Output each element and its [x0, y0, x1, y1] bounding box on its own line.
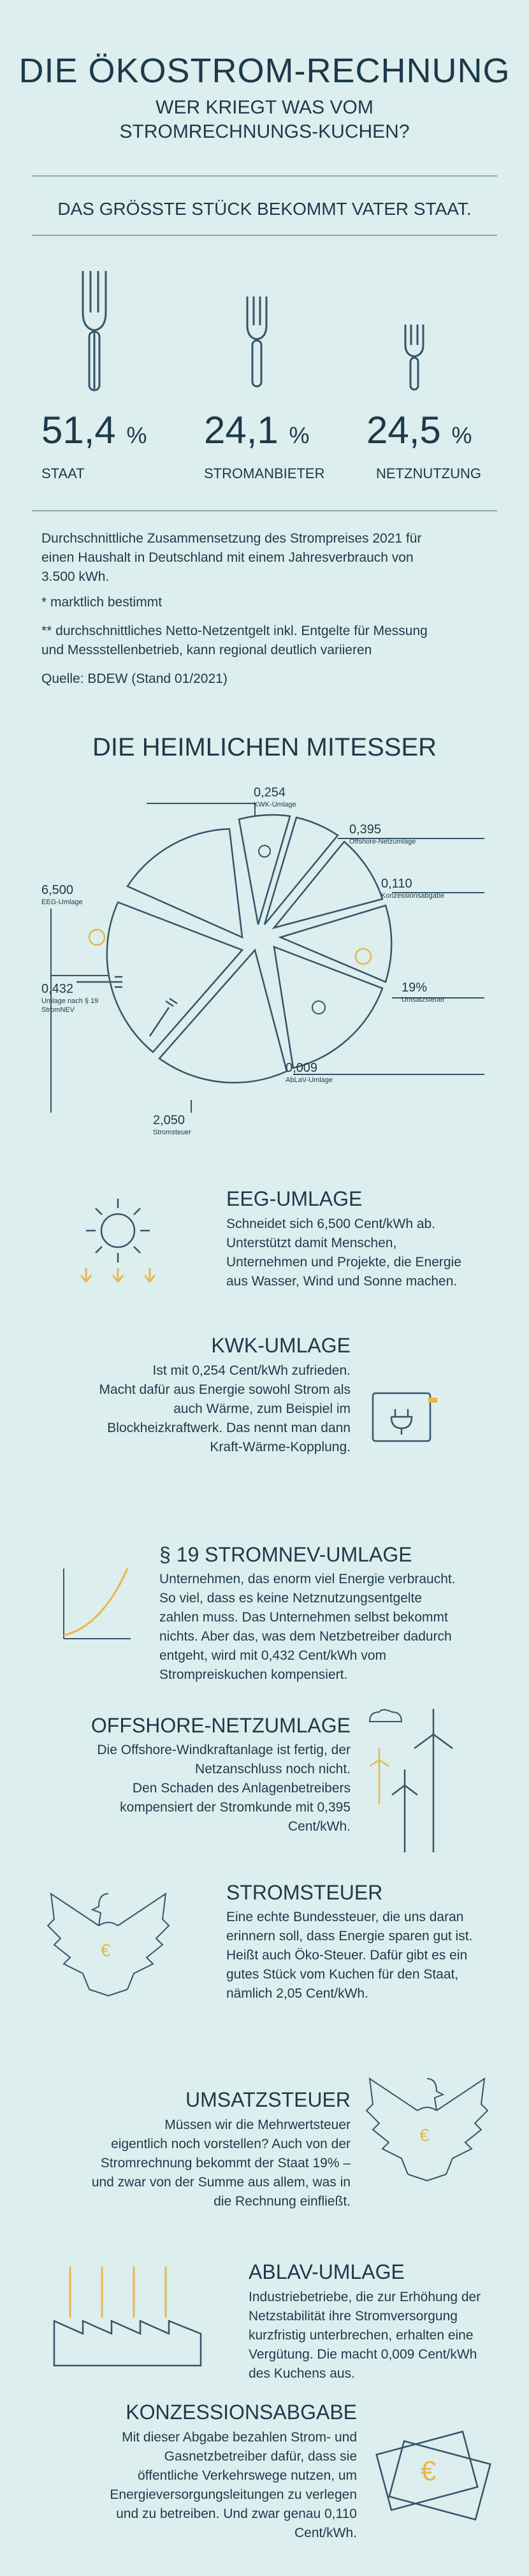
section-text-s19: Unternehmen, das enorm viel Energie verbraucht. So viel, dass es keine Netznutzungsentgelte zahlen muss. Das Unternehmen selbst bekommt nichts. Aber das, was dem Netzbetreiber dadurch entgeht, wird mit 0,432 Cent/kWh vom Strompreiskuchen kompensiert. — [159, 1572, 456, 1682]
divider — [32, 510, 497, 511]
factory-icon — [51, 2260, 204, 2369]
note-star: * marktlich bestimmt — [41, 595, 163, 610]
pie-label-offshore-value: 0,395 — [349, 823, 382, 837]
section-title-ust: UMSATZSTEUER — [185, 2088, 351, 2111]
section-title-eeg: EEG-UMLAGE — [226, 1187, 363, 1210]
page-subtitle: WER KRIEGT WAS VOM STROMRECHNUNGS-KUCHEN? — [119, 97, 410, 142]
fork-icon — [400, 322, 428, 392]
pie-label-eeg-value: 6,500 — [41, 883, 74, 897]
section-title-ablav: ABLAV-UMLAGE — [249, 2260, 405, 2283]
divider — [32, 175, 497, 177]
section-text-konzession: Mit dieser Abgabe bezahlen Strom- und Gasnetzbetreiber dafür, dass sie öffentliche Verkehrswege nutzen, um Energieversorgungsleitungen zu verlegen und zu betreiben. Und zwar genau 0,110 Cent/kWh. — [110, 2430, 357, 2540]
share-label-netznutzung: NETZNUTZUNG — [376, 465, 481, 481]
page-title: DIE ÖKOSTROM-RECHNUNG — [18, 52, 511, 90]
tagline: DAS GRÖSSTE STÜCK BEKOMMT VATER STAAT. — [57, 199, 472, 219]
section-heading: DIE HEIMLICHEN MITESSER — [92, 733, 437, 761]
section-text-ust: Müssen wir die Mehrwertsteuer eigentlich noch vorstellen? Auch von der Stromrechnung bekommt der Staat 19% – und zwar von der Summe aus allem, was in die Rechnung einfließt. — [91, 2118, 351, 2209]
share-value-netznutzung: 24,5 % — [366, 409, 472, 451]
divider — [32, 235, 497, 236]
pie-label-eeg: EEG-Umlage — [41, 898, 83, 906]
section-title-s19: § 19 STROMNEV-UMLAGE — [159, 1543, 412, 1566]
pie-label-konzession-value: 0,110 — [381, 877, 412, 891]
meter-icon — [51, 1562, 134, 1645]
pie-label-kwk-value: 0,254 — [254, 786, 286, 800]
section-title-offshore: OFFSHORE-NETZUMLAGE — [91, 1714, 351, 1737]
fork-icon — [241, 293, 273, 389]
pie-label-kwk: KWK-Umlage — [254, 801, 296, 809]
section-text-eeg: Schneidet sich 6,500 Cent/kWh ab. Unterstützt damit Menschen, Unternehmen und Projekte, die Energie aus Wasser, Wind und Sonne machen. — [226, 1217, 461, 1289]
pie-label-ust: Umsatzsteuer — [402, 996, 445, 1004]
section-text-ablav: Industriebetriebe, die zur Erhöhung der Netzstabilität ihre Stromversorgung kurzfristig unterbrechen, erhalten eine Vergütung. Die macht 0,009 Cent/kWh des Kuchens aus. — [249, 2290, 481, 2381]
euro-icon: € — [419, 2125, 430, 2145]
notes-text: Durchschnittliche Zusammensetzung des Strompreises 2021 für einen Haushalt in Deutschland mit einem Jahresverbrauch von 3.500 kWh. — [41, 531, 422, 584]
share-value-stromanbieter: 24,1 % — [204, 409, 310, 451]
euro-icon: € — [421, 2455, 437, 2487]
pie-label-stromsteuer: Stromsteuer — [153, 1129, 191, 1136]
share-label-staat: STAAT — [41, 465, 85, 481]
section-text-offshore: Die Offshore-Windkraftanlage ist fertig, der Netzanschluss noch nicht. Den Schaden des Anlagenbetreibers kompensiert der Stromkunde mit 0,395 Cent/kWh. — [97, 1743, 351, 1834]
eagle-icon — [363, 2066, 491, 2187]
fork-icon — [75, 268, 113, 395]
section-title-stromsteuer: STROMSTEUER — [226, 1881, 383, 1904]
pie-label-stromsteuer-value: 2,050 — [153, 1113, 185, 1127]
pie-label-ust-value: 19% — [402, 981, 428, 995]
pie-diagram — [38, 791, 497, 1148]
euro-icon: € — [101, 1940, 111, 1960]
socket-icon — [370, 1390, 440, 1447]
pie-label-ablav: AbLaV-Umlage — [286, 1076, 333, 1084]
money-icon — [357, 2417, 497, 2525]
pie-label-s19: StromNEV — [41, 1006, 75, 1014]
section-text-kwk: Ist mit 0,254 Cent/kWh zufrieden. Macht dafür aus Energie sowohl Strom als auch Wärme, zum Beispiel im Blockheizkraftwerk. Das nennt man dann Kraft-Wärme-Kopplung. — [99, 1363, 351, 1454]
share-label-stromanbieter: STROMANBIETER — [204, 465, 325, 481]
pie-label-s19-value: 0,432 — [41, 982, 74, 996]
section-title-kwk: KWK-UMLAGE — [211, 1334, 351, 1357]
section-title-konzession: KONZESSIONSABGABE — [126, 2401, 357, 2424]
note-double-star: ** durchschnittliches Netto-Netzentgelt inkl. Entgelte für Messung und Messstellenbetrieb, kann regional deutlich variieren — [41, 624, 428, 657]
fork-icon — [76, 977, 177, 1036]
wind-turbine-icon — [363, 1709, 478, 1855]
pie-label-ablav-value: 0,009 — [286, 1061, 318, 1075]
source: Quelle: BDEW (Stand 01/2021) — [41, 671, 228, 686]
pie-label-offshore: Offshore-Netzumlage — [349, 838, 416, 845]
eagle-icon — [45, 1881, 172, 2002]
share-value-staat: 51,4 % — [41, 409, 147, 451]
pie-label-konzession: Konzessionsabgabe — [381, 892, 445, 900]
pie-label-s19: Umlage nach § 19 — [41, 997, 99, 1005]
sun-icon — [70, 1192, 166, 1288]
section-text-stromsteuer: Eine echte Bundessteuer, die uns daran erinnern soll, dass Energie sparen gut ist. Heißt auch Öko-Steuer. Dafür gibt es ein gutes Stück vom Kuchen für den Staat, nämlich 2,05 Cent/kWh. — [226, 1910, 473, 2001]
